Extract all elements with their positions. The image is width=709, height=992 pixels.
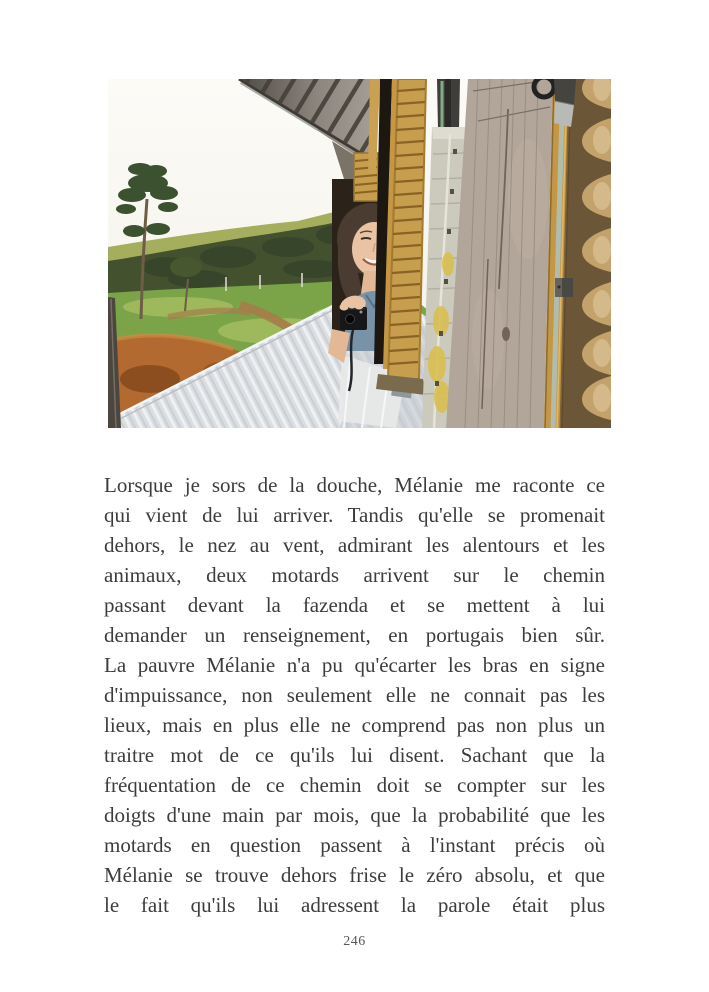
text-line: motards en question passent à l'instant précis où: [104, 833, 605, 857]
text-line: qui vient de lui arriver. Tandis qu'elle se promenait: [104, 503, 605, 527]
latch-block: [555, 278, 573, 297]
text-line: passant devant la fazenda et se mettent à lui: [104, 593, 605, 617]
text-line: lieux, mais en plus elle ne comprend pas non plus un: [104, 713, 605, 737]
body-paragraph: [104, 470, 605, 920]
log-wall: [561, 79, 611, 428]
text-line: le fait qu'ils lui adressent la parole était plus: [104, 893, 605, 917]
photo: [108, 79, 611, 428]
text-line: animaux, deux motards arrivent sur le chemin: [104, 563, 605, 587]
text-line: doigts d'une main par mois, que la probabilité que les: [104, 803, 605, 827]
text-line: dehors, le nez au vent, admirant les alentours et les: [104, 533, 605, 557]
page-number: 246: [343, 934, 366, 949]
knot: [502, 327, 510, 341]
text-line: d'impuissance, non seulement elle ne connait pas les: [104, 683, 605, 707]
text-line: traitre mot de ce qu'ils lui disent. Sachant que la: [104, 743, 605, 767]
text-line: Mélanie se trouve dehors frise le zéro absolu, et que: [104, 863, 605, 887]
text-line: Lorsque je sors de la douche, Mélanie me raconte ce: [104, 473, 605, 497]
text-line: La pauvre Mélanie n'a pu qu'écarter les bras en signe: [104, 653, 605, 677]
text-line: demander un renseignement, en portugais bien sûr.: [104, 623, 605, 647]
text-line: fréquentation de ce chemin doit se compter sur les: [104, 773, 605, 797]
